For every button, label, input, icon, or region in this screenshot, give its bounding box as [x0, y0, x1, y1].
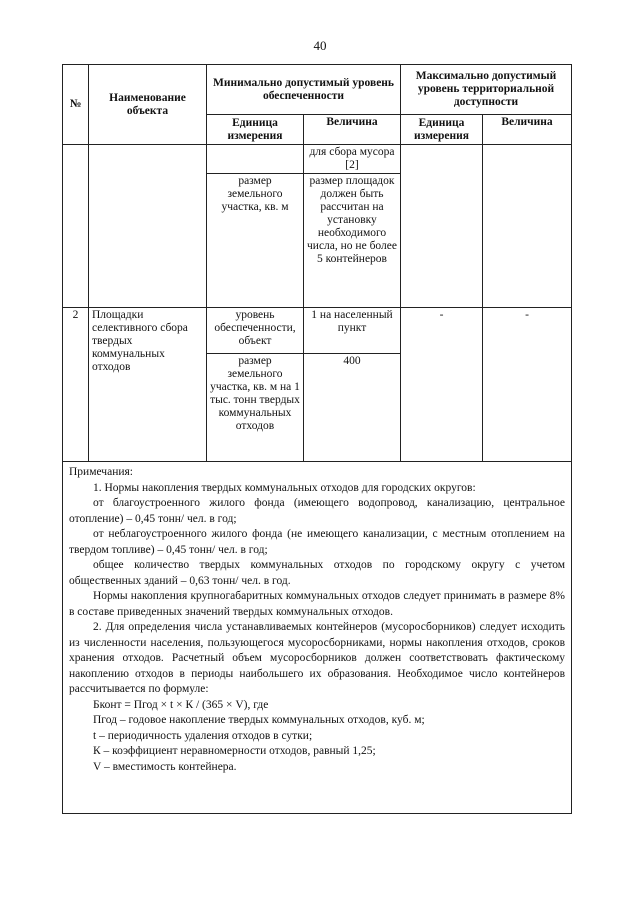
table-row-continued: [63, 145, 572, 174]
cont-name-cell: [89, 145, 207, 308]
header-row-1: [63, 65, 572, 115]
header-unit: Единица измерения: [207, 115, 304, 145]
page-number: 40: [313, 38, 327, 53]
notes-def-3: К – коэффициент неравномерности отходов, равный 1,25;: [93, 745, 376, 757]
notes-def-4: V – вместимость контейнера.: [93, 760, 237, 773]
row2-value-a: 1 на населенный пункт: [304, 308, 401, 354]
row2-max-value: -: [483, 308, 572, 462]
row2-num: 2: [63, 308, 89, 462]
notes-p6: 2. Для определения числа устанавливаемых контейнеров (мусоросборников) следует исходить из численности населения, пользующегося мусоросборниками, нормы накопления отходов, сроков хранения отходов. Расчетный объем мусоросборников должен соответствовать фактическому накоплению отходов в периоды наибольшего их образования. Необходимое число контейнеров рассчитывается по формуле:: [69, 621, 566, 695]
norms-table: [62, 64, 572, 814]
notes-p4: общее количество твердых коммунальных отходов по городскому округу с учетом общественных зданий – 0,63 тонн/ чел. в год.: [69, 559, 566, 587]
cont-max-value-cell: [483, 145, 572, 308]
header-min-group: Минимально допустимый уровень обеспеченности: [207, 65, 401, 115]
notes-p3: от неблагоустроенного жилого фонда (не имеющего канализации, с местным отоплением на твердом топливе) – 0,45 тонн/ чел. в год;: [69, 528, 566, 556]
row2-value-b: 400: [304, 354, 401, 462]
row2-name: Площадки селективного сбора твердых коммунальных отходов: [89, 308, 207, 462]
cont-unit-2-cell: размер земельного участка, кв. м: [207, 174, 304, 308]
notes-def-1: Пгод – годовое накопление твердых коммунальных отходов, куб. м;: [93, 714, 425, 726]
notes-cell: [63, 462, 572, 814]
notes-title: Примечания:: [69, 466, 133, 478]
notes-row: [63, 462, 572, 814]
row2-unit-b: размер земельного участка, кв. м на 1 тыс. тонн твердых коммунальных отходов: [207, 354, 304, 462]
cont-value-cell: для сбора мусора [2]: [304, 145, 401, 174]
cont-num-cell: [63, 145, 89, 308]
notes-formula: Бконт = Пгод × t × К / (365 × V), где: [93, 698, 269, 711]
cont-unit-cell: [207, 145, 304, 174]
row2-unit-a: уровень обеспеченности, объект: [207, 308, 304, 354]
header-name: Наименование объекта: [89, 65, 207, 145]
cont-max-unit-cell: [401, 145, 483, 308]
notes-p1: 1. Нормы накопления твердых коммунальных отходов для городских округов:: [93, 481, 476, 494]
notes-def-2: t – периодичность удаления отходов в сутки;: [93, 729, 313, 742]
header-num: №: [63, 65, 89, 145]
row2-max-unit: -: [401, 308, 483, 462]
notes-p2: от благоустроенного жилого фонда (имеющего водопровод, канализацию, центральное отопление) – 0,45 тонн/ чел. в год;: [69, 497, 566, 525]
cont-value-2-cell: размер площадок должен быть рассчитан на установку необходимого числа, но не более 5 контейнеров: [304, 174, 401, 308]
header-unit-max: Единица измерения: [401, 115, 483, 145]
notes-p5: Нормы накопления крупногабаритных коммунальных отходов следует принимать в размере 8% в составе приведенных значений твердых коммунальных отходов.: [69, 590, 566, 618]
header-value-max: Величина: [483, 115, 572, 145]
header-value: Величина: [304, 115, 401, 145]
header-max-group: Максимально допустимый уровень территориальной доступности: [401, 65, 572, 115]
table-row-2a: [63, 308, 572, 354]
